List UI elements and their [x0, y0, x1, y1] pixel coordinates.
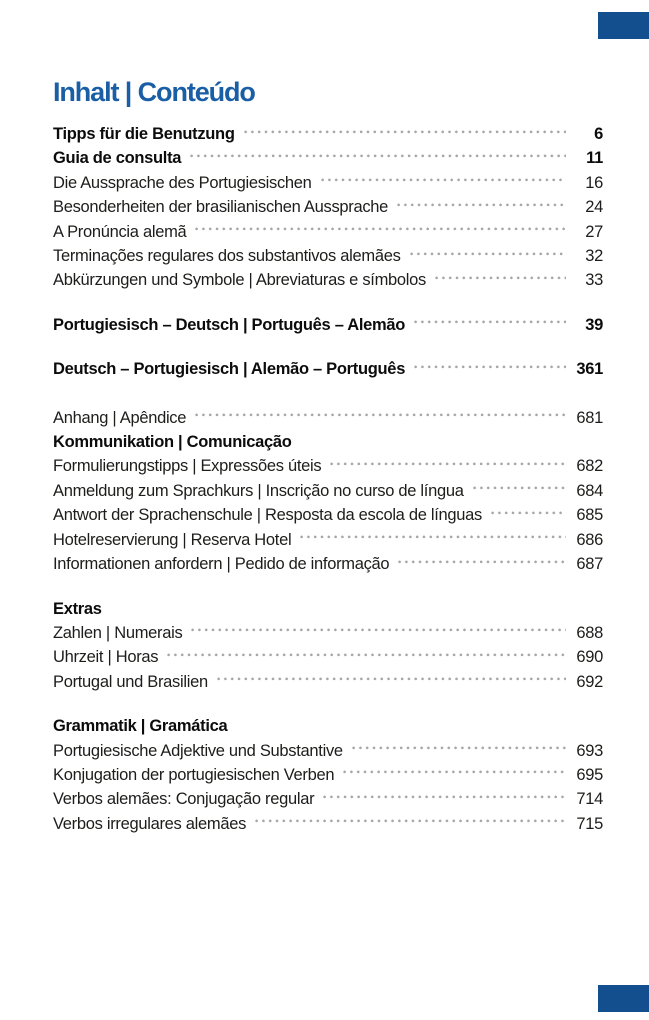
corner-tab-bottom-right: [598, 985, 649, 1012]
toc-row: [53, 670, 603, 694]
toc-row: [53, 597, 603, 621]
toc-row: [53, 146, 603, 170]
toc-row: [53, 479, 603, 503]
dot-leader: [426, 268, 569, 285]
dot-leader: [181, 146, 569, 163]
toc-row: [53, 812, 603, 836]
toc-entry-label: Die Aussprache des Portugiesischen: [53, 173, 312, 192]
toc-row: [53, 244, 603, 268]
dot-leader: [158, 645, 569, 662]
corner-tab-top-right: [598, 12, 649, 39]
toc-entry-page: 695: [576, 765, 603, 784]
toc-entry-page: 715: [576, 814, 603, 833]
toc-row: [53, 220, 603, 244]
toc-group: [53, 357, 603, 381]
dot-leader: [208, 670, 569, 687]
dot-leader: [291, 528, 569, 545]
toc-entry-label: Antwort der Sprachenschule | Resposta da escola de línguas: [53, 506, 482, 525]
toc-row: [53, 552, 603, 576]
toc-row: [53, 313, 603, 337]
toc-entry-label: A Pronúncia alemã: [53, 222, 187, 241]
toc-entry-page: 6: [594, 125, 603, 143]
toc-entry-label: Besonderheiten der brasilianischen Aussprache: [53, 198, 389, 217]
toc-entry-page: 688: [576, 623, 603, 642]
toc-entry-page: 692: [576, 672, 603, 691]
toc-group: [53, 122, 603, 293]
toc-entry-label: Hotelreservierung | Reserva Hotel: [53, 530, 292, 549]
toc-row: [53, 787, 603, 811]
toc-row: [53, 645, 603, 669]
toc-entry-page: 690: [576, 648, 603, 667]
dot-leader: [401, 244, 569, 261]
dot-leader: [235, 122, 569, 139]
toc-entry-page: 39: [585, 315, 603, 334]
toc-group: [53, 597, 603, 695]
toc-row: [53, 268, 603, 292]
toc-entry-label: Anhang | Apêndice: [53, 408, 187, 427]
toc-entry-label: Verbos alemães: Conjugação regular: [53, 790, 315, 809]
toc-row: [53, 454, 603, 478]
toc-entry-page: 361: [576, 360, 603, 379]
toc-entry-page: 27: [585, 222, 603, 241]
dot-leader: [343, 739, 569, 756]
dot-leader: [312, 171, 569, 188]
toc-entry-label: Konjugation der portugiesischen Verben: [53, 765, 335, 784]
toc-row: [53, 195, 603, 219]
dot-leader: [182, 621, 569, 638]
toc-entry-label: Grammatik | Gramática: [53, 717, 228, 736]
dot-leader: [314, 787, 569, 804]
toc-entry-page: 693: [576, 741, 603, 760]
toc-row: [53, 357, 603, 381]
toc-group: [53, 714, 603, 836]
toc-row: [53, 739, 603, 763]
table-of-contents: [53, 122, 603, 836]
toc-entry-page: 684: [576, 481, 603, 500]
dot-leader: [482, 503, 569, 520]
toc-entry-label: Anmeldung zum Sprachkurs | Inscrição no curso de língua: [53, 481, 464, 500]
toc-entry-page: 686: [576, 530, 603, 549]
dot-leader: [388, 195, 569, 212]
toc-row: [53, 122, 603, 146]
dot-leader: [246, 812, 569, 829]
toc-row: [53, 430, 603, 454]
toc-row: [53, 621, 603, 645]
toc-row: [53, 714, 603, 738]
dot-leader: [389, 552, 569, 569]
toc-entry-page: 11: [586, 149, 603, 168]
toc-entry-page: 685: [576, 506, 603, 525]
dot-leader: [405, 313, 569, 330]
toc-row: [53, 763, 603, 787]
toc-entry-page: 687: [576, 555, 603, 574]
dot-leader: [334, 763, 569, 780]
toc-entry-label: Zahlen | Numerais: [53, 623, 183, 642]
toc-group: [53, 406, 603, 577]
toc-entry-label: Deutsch – Portugiesisch | Alemão – Português: [53, 360, 406, 379]
toc-row: [53, 406, 603, 430]
toc-entry-page: 682: [576, 457, 603, 476]
toc-entry-label: Informationen anfordern | Pedido de informação: [53, 555, 390, 574]
dot-leader: [186, 220, 569, 237]
toc-row: [53, 503, 603, 527]
toc-entry-label: Portugiesisch – Deutsch | Português – Alemão: [53, 315, 406, 334]
toc-row: [53, 171, 603, 195]
dot-leader: [464, 479, 569, 496]
toc-entry-label: Tipps für die Benutzung: [53, 125, 235, 143]
toc-entry-label: Verbos irregulares alemães: [53, 814, 247, 833]
toc-entry-page: 24: [585, 198, 603, 217]
toc-entry-page: 32: [585, 247, 603, 266]
page-title: Inhalt | Conteúdo: [53, 77, 255, 108]
toc-entry-label: Abkürzungen und Symbole | Abreviaturas e símbolos: [53, 271, 426, 290]
toc-row: [53, 528, 603, 552]
toc-entry-page: 714: [576, 790, 603, 809]
toc-entry-page: 681: [576, 408, 603, 427]
dot-leader: [321, 454, 569, 471]
toc-group: [53, 313, 603, 337]
toc-entry-label: Guia de consulta: [53, 149, 182, 168]
dot-leader: [186, 406, 569, 423]
toc-entry-label: Terminações regulares dos substantivos alemães: [53, 247, 401, 266]
toc-entry-label: Portugal und Brasilien: [53, 672, 208, 691]
toc-entry-label: Extras: [53, 599, 102, 618]
toc-entry-label: Uhrzeit | Horas: [53, 648, 159, 667]
toc-entry-label: Kommunikation | Comunicação: [53, 433, 292, 452]
toc-entry-label: Formulierungstipps | Expressões úteis: [53, 457, 322, 476]
toc-entry-page: 16: [585, 173, 603, 192]
toc-entry-page: 33: [585, 271, 603, 290]
toc-entry-label: Portugiesische Adjektive und Substantive: [53, 741, 343, 760]
dot-leader: [405, 357, 569, 374]
